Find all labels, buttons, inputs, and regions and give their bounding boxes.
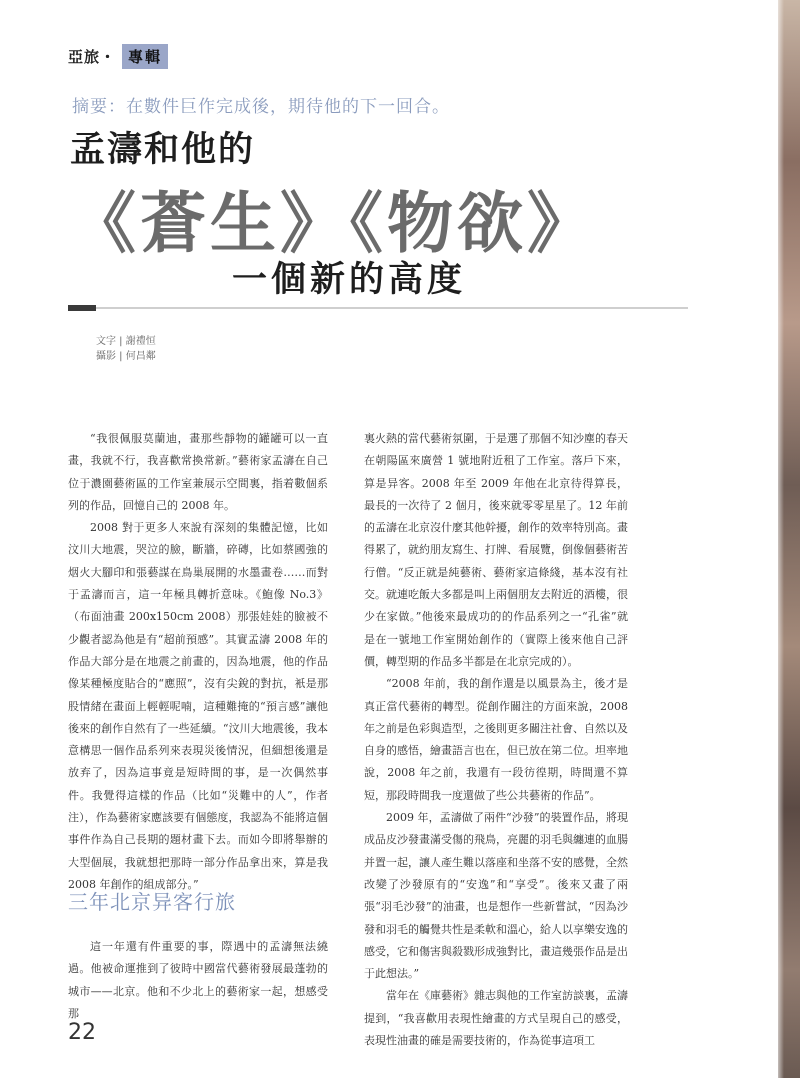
section-tag [68,44,168,68]
article-abstract: 摘要：在數件巨作完成後，期待他的下一回合。 [72,97,450,117]
paragraph: “2008 年前，我的創作還是以風景為主，後才是真正當代藝術的轉型。從創作關注的方面來說，2008 年之前是色彩與造型，之後則更多關注社會、自然以及自身的感悟，繪畫語言也在，但已放在第二位。坦率地說，2008 年之前，我還有一段彷徨期，時間還不算短，那段時間我一度還做了些公共藝術的作品”。 [364,677,628,802]
left-column-bottom [68,936,328,1025]
paragraph: 這一年還有件重要的事，際遇中的孟濤無法繞過。他被命運推到了彼時中國當代藝術發展最蓬勃的城市——北京。他和不少北上的藝術家一起，想感受那 [68,940,328,1020]
paragraph: “我很佩服莫蘭迪，畫那些靜物的罐罐可以一直畫，我就不行，我喜歡常換常新。”藝術家孟濤在自己位于濃園藝術區的工作室兼展示空間裏，指着數個系列的作品，回憶自己的 2008 年。 [68,432,328,512]
section-topic: 專輯 [122,44,168,69]
credits [96,334,156,364]
title-line-1: 孟濤和他的 [70,129,256,170]
author-credit: 文字 | 謝禮恒 [96,336,156,347]
title-divider [68,307,688,309]
paragraph: 裏火熱的當代藝術氛圍，于是選了那個不知沙塵的春天在朝陽區來廣營 1 號地附近租了工作室。落戶下來，算是异客。2008 年至 2009 年他在北京待得算長，最長的一次待了 2 個月，後來就零零星星了。12 年前的孟濤在北京沒什麼其他幹擾，創作的效率特別高。畫得累了，就約朋友寫生、打牌、看展覽，倒像個藝術苦行僧。“反正就是純藝術、藝術家這條綫，基本沒有社交。就連吃飯大多都是叫上兩個朋友去附近的酒樓，很少在家做。”他後來最成功的的作品系列之一“孔雀”就是在一號地工作室開始創作的（實際上後來他自己評價，轉型期的作品多半都是在北京完成的）。 [364,432,628,668]
left-column [68,428,328,896]
title-line-3: 一個新的高度 [232,259,467,300]
section-subheading: 三年北京异客行旅 [68,890,236,914]
photo-credit: 攝影 | 何昌鄰 [96,351,156,362]
paragraph: 當年在《庫藝術》雜志與他的工作室訪談裏，孟濤提到，“我喜歡用表現性繪畫的方式呈現自己的感受，表現性油畫的確是需要技術的，作為從事這項工 [364,989,628,1048]
magazine-brand: 亞旅・ [68,47,117,66]
paragraph: 2009 年，孟濤做了兩件“沙發”的裝置作品，將現成品皮沙發畫滿受傷的飛鳥，亮麗的羽毛與纏連的血腸并置一起，讓人產生難以落座和坐落不安的感覺，全然改變了沙發原有的“安逸”和“享受”。後來又畫了兩張“羽毛沙發”的油畫，也是想作一些新嘗試，“因為沙發和羽毛的觸覺共性是柔軟和溫心，給人以享樂安逸的感受，它和傷害與殺戮形成強對比，畫這幾張作品是出于此想法。” [364,811,628,981]
title-line-2: 《蒼生》《物欲》 [70,184,597,262]
page-number: 22 [68,1020,96,1045]
paragraph: 2008 對于更多人來說有深刻的集體記憶，比如汶川大地震，哭泣的臉，斷牆，碎磚，比如蔡國強的烟火大腳印和張藝謀在鳥巢展開的水墨畫卷……而對于孟濤而言，這一年極具轉折意味。《鮑像 No.3》（布面油畫 200x150cm 2008）那張娃娃的臉被不少觀者認為他是有“超前預感”。其實孟濤 2008 年的作品大部分是在地震之前畫的，因為地震，他的作品像某種極度貼合的“應照”，沒有尖銳的對抗，衹是那股情緒在畫面上輕輕呢喃，這種難掩的“預言感”讓他後來的創作自然有了一些延續。“汶川大地震後，我本意構思一個作品系列來表現災後情況，但細想後還是放弃了，因為這事竟是短時間的事，是一次偶然事件。我覺得這樣的作品（比如“災難中的人”，作者注），作為藝術家應該要有個態度，我認為不能將這個事件作為自己長期的題材畫下去。而如今即將舉辦的大型個展，我就想把那時一部分作品拿出來，算是我 2008 年創作的組成部分。” [68,521,328,891]
divider-accent [68,305,96,311]
page-edge-artwork [778,0,800,1078]
right-column [364,428,628,1052]
